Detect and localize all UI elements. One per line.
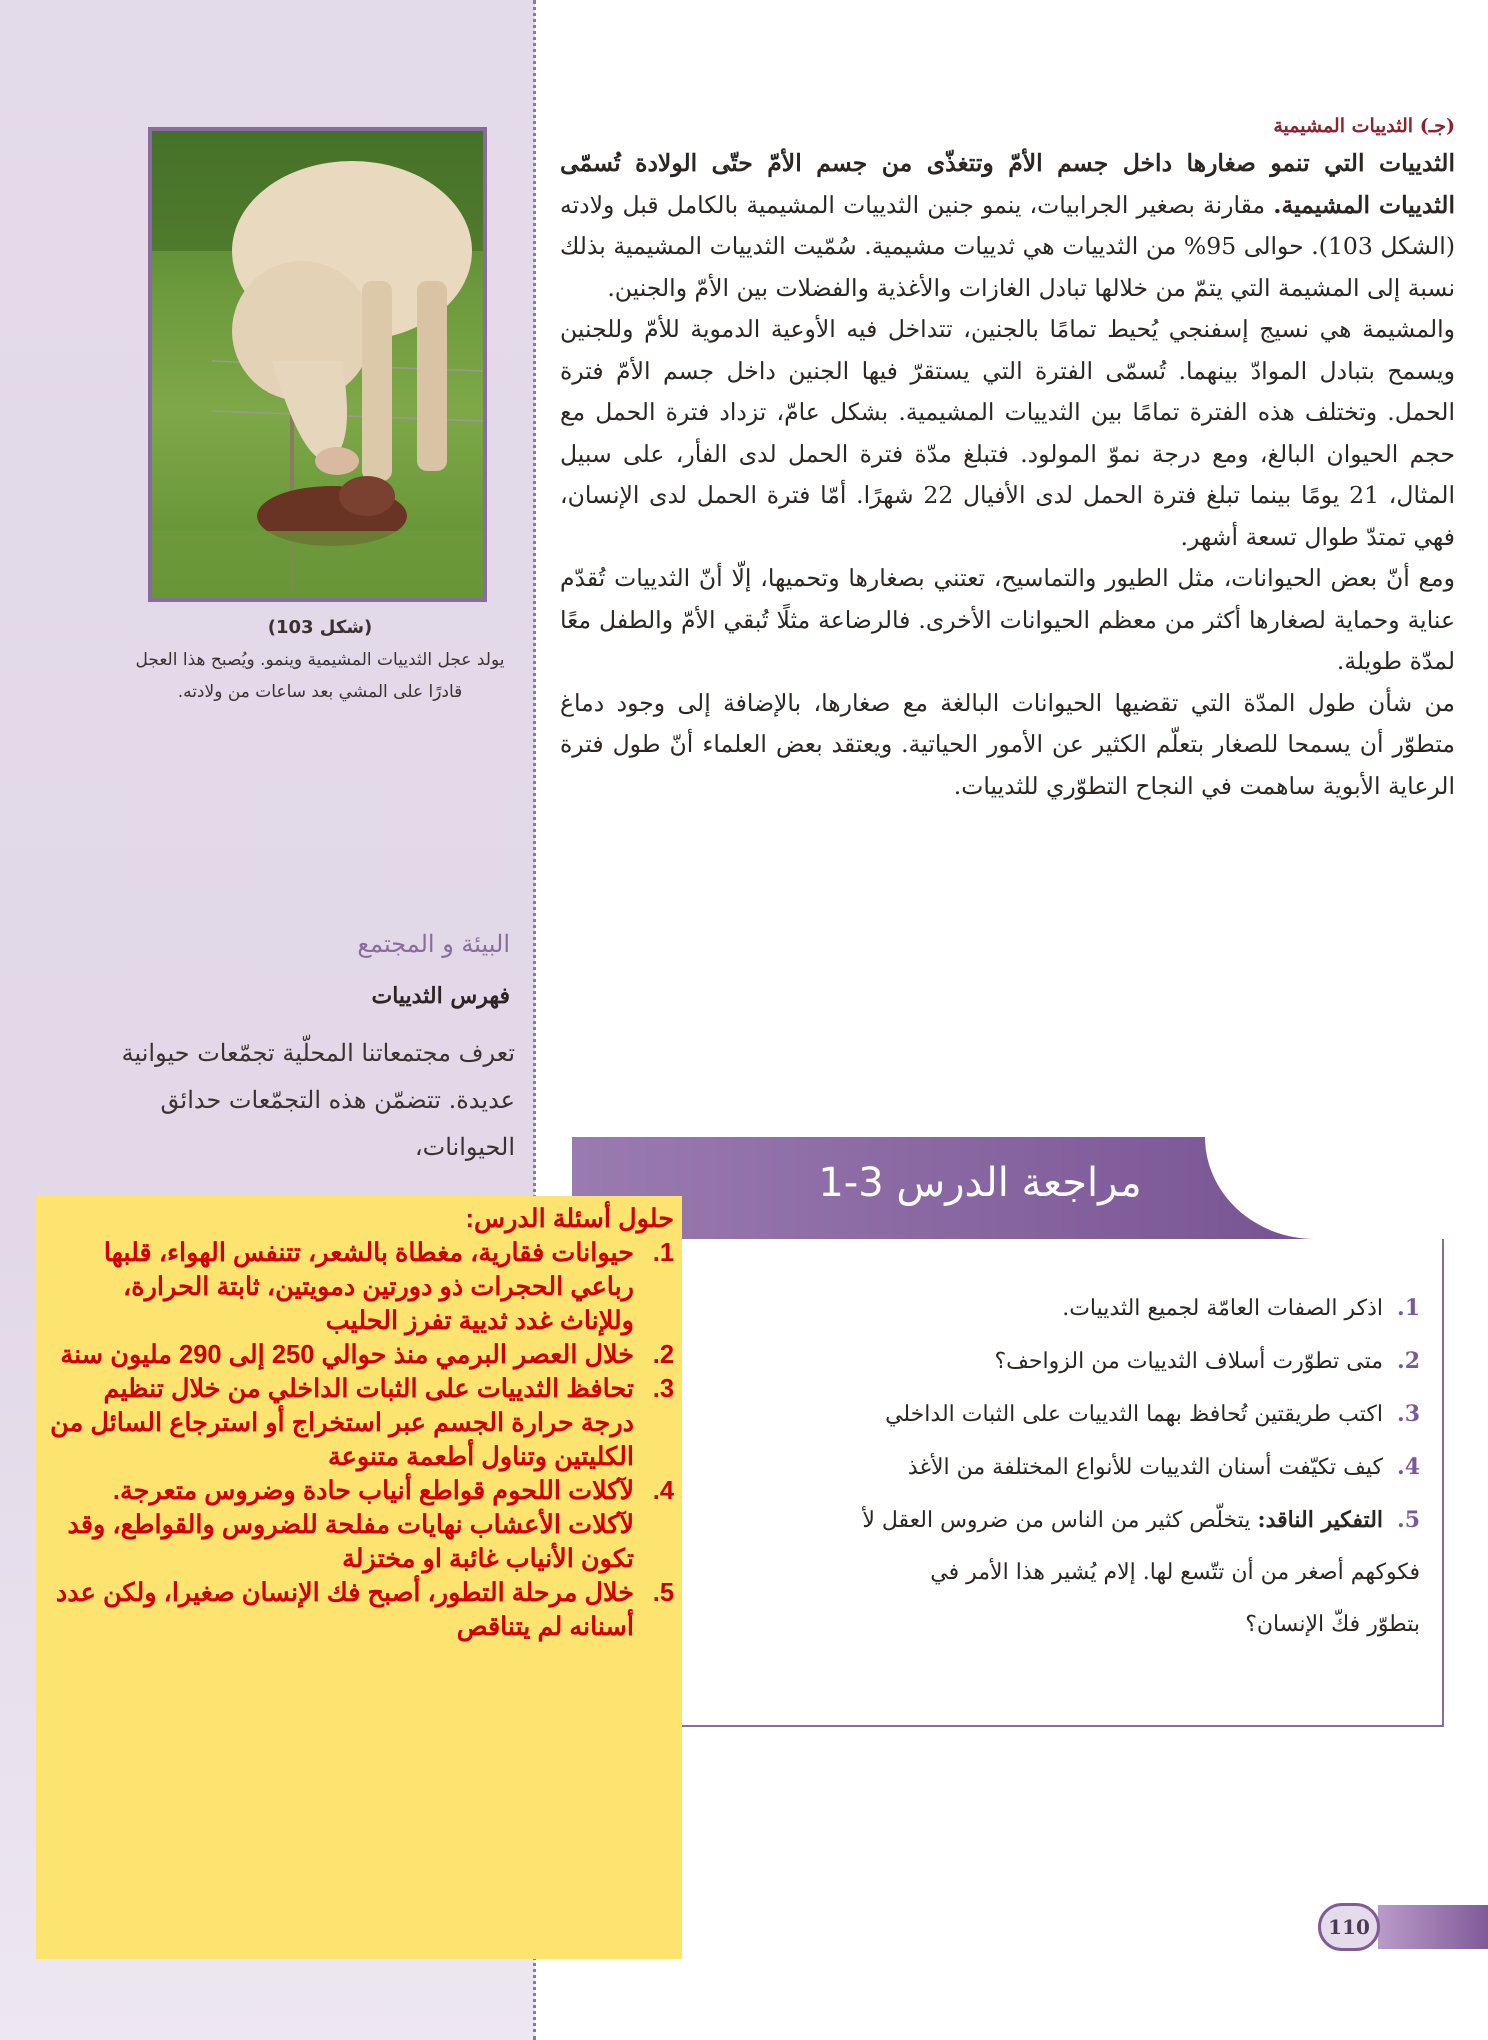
answer-number: 4. bbox=[652, 1477, 674, 1505]
question-text: متى تطوّرت أسلاف الثدييات من الزواحف؟ bbox=[994, 1349, 1384, 1374]
answer-number: 2. bbox=[652, 1341, 674, 1369]
answer-item bbox=[50, 1576, 674, 1644]
figure-caption-number: (شكل 103) bbox=[267, 617, 373, 638]
lesson-review-title: مراجعة الدرس 3-1 bbox=[818, 1160, 1142, 1206]
answer-text: خلال مرحلة التطور، أصبح فك الإنسان صغيرا، ولكن عدد أسنانه لم يتناقص bbox=[55, 1579, 634, 1641]
figure-caption bbox=[120, 612, 520, 708]
answer-text: لآكلات اللحوم قواطع أنياب حادة وضروس متعرجة. لآكلات الأعشاب نهايات مفلحة للضروس والقواطع، وقد تكون الأنياب غائبة او مختزلة bbox=[67, 1477, 634, 1573]
question-number: 3. bbox=[1397, 1401, 1420, 1427]
page-number: 110 bbox=[1318, 1903, 1380, 1951]
paragraph-4: من شأن طول المدّة التي تقضيها الحيوانات البالغة مع صغارها، بالإضافة إلى وجود دماغ متطوّر أن يسمحا للصغار بتعلّم الكثير عن الأمور الحياتية. ويعتقد بعض العلماء أنّ طول فترة الرعاية الأبوية ساهمت في النجاح التطوّري للثدييات. bbox=[560, 688, 1455, 800]
sidebar-section-heading: البيئة و المجتمع bbox=[357, 930, 510, 958]
answer-item bbox=[50, 1338, 674, 1372]
main-text-column bbox=[560, 115, 1455, 807]
question-text: كيف تكيّفت أسنان الثدييات للأنواع المختلفة من الأغذ bbox=[907, 1455, 1384, 1480]
answer-text: خلال العصر البرمي منذ حوالي 250 إلى 290 مليون سنة bbox=[60, 1341, 634, 1369]
review-questions bbox=[660, 1282, 1420, 1651]
question-text: اكتب طريقتين تُحافظ بهما الثدييات على الثبات الداخلي bbox=[885, 1402, 1384, 1427]
paragraph-1-text: مقارنة بصغير الجرابيات، ينمو جنين الثدييات المشيمية بالكامل قبل ولادته (الشكل 103). حوالى 95% من الثدييات هي ثدييات مشيمية. سُمّيت الثدييات المشيمية بذلك نسبة إلى المشيمة التي يتمّ من خلالها تبادل الغازات والأغذية والفضلات بين الأمّ والجنين. bbox=[560, 190, 1455, 302]
answer-item bbox=[50, 1372, 674, 1474]
page-tab-decoration bbox=[1378, 1905, 1488, 1949]
answer-number: 3. bbox=[652, 1375, 674, 1403]
answer-item bbox=[50, 1236, 674, 1338]
question-number: 4. bbox=[1397, 1454, 1420, 1480]
answer-text: حيوانات فقارية، مغطاة بالشعر، تتنفس الهواء، قلبها رباعي الحجرات ذو دورتين دمويتين، ثابتة الحرارة، وللإناث غدد ثديية تفرز الحليب bbox=[103, 1239, 634, 1335]
cow-calf-photo bbox=[148, 127, 487, 602]
figure-caption-text: يولد عجل الثدييات المشيمية وينمو. ويُصبح هذا العجل قادرًا على المشي بعد ساعات من ولادته. bbox=[135, 650, 505, 702]
definition-bold: الثدييات التي تنمو صغارها داخل جسم الأمّ وتتغذّى من جسم الأمّ حتّى الولادة تُسمّى الثدييات المشيمية. bbox=[560, 149, 1455, 219]
question-number: 2. bbox=[1397, 1348, 1420, 1374]
critical-thinking-label: التفكير الناقد: bbox=[1257, 1507, 1384, 1533]
review-question bbox=[660, 1441, 1420, 1494]
paragraph-2: والمشيمة هي نسيج إسفنجي يُحيط تمامًا بالجنين، تتداخل فيه الأوعية الدموية للأمّ وللجنين ويسمح بتبادل الموادّ بينهما. تُسمّى الفترة التي يستقرّ فيها الجنين داخل جسم الأمّ فترة الحمل. وتختلف هذه الفترة تمامًا بين الثدييات المشيمية. بشكل عامّ، تزداد فترة الحمل مع حجم الحيوان البالغ، ومع درجة نموّ المولود. فتبلغ مدّة فترة الحمل لدى الفأر، على سبيل المثال، 21 يومًا بينما تبلغ فترة الحمل لدى الأفيال 22 شهرًا. أمّا فترة الحمل لدى الإنسان، فهي تمتدّ طوال تسعة أشهر. bbox=[560, 315, 1455, 551]
answers-list bbox=[50, 1236, 674, 1644]
question-text: اذكر الصفات العامّة لجميع الثدييات. bbox=[1062, 1296, 1384, 1321]
sidebar-body-text: تعرف مجتمعاتنا المحلّية تجمّعات حيوانية عديدة. تتضمّن هذه التجمّعات حدائق الحيوانات، bbox=[121, 1039, 515, 1161]
answers-title: حلول أسئلة الدرس: bbox=[465, 1205, 674, 1233]
question-number: 5. bbox=[1397, 1507, 1420, 1533]
question-text: يتخلّص كثير من الناس من ضروس العقل لأ bbox=[862, 1508, 1258, 1533]
question-number: 1. bbox=[1397, 1295, 1420, 1321]
paragraph-3: ومع أنّ بعض الحيوانات، مثل الطيور والتماسيح، تعتني بصغارها وتحميها، إلّا أنّ الثدييات تُقدّم عناية وحماية لصغارها أكثر من معظم الحيوانات الأخرى. فالرضاعة مثلًا تُبقي الأمّ والطفل معًا لمدّة طويلة. bbox=[560, 564, 1455, 675]
review-question bbox=[660, 1282, 1420, 1335]
question-text-line-3: بتطوّر فكّ الإنسان؟ bbox=[1245, 1612, 1420, 1637]
answer-item bbox=[50, 1474, 674, 1576]
paragraph-1 bbox=[560, 143, 1455, 309]
answer-text: تحافظ الثدييات على الثبات الداخلي من خلال تنظيم درجة حرارة الجسم عبر استخراج أو استرجاع السائل من الكليتين وتناول أطعمة متنوعة bbox=[50, 1375, 634, 1471]
section-heading: (جـ) الثدييات المشيمية bbox=[1273, 115, 1455, 137]
sidebar-subheading: فهرس الثدييات bbox=[371, 983, 510, 1009]
review-question bbox=[660, 1494, 1420, 1547]
review-question bbox=[660, 1335, 1420, 1388]
review-question-continued bbox=[660, 1547, 1420, 1599]
question-text-line-2: فكوكهم أصغر من أن تتّسع لها. إلام يُشير هذا الأمر في bbox=[930, 1560, 1420, 1585]
answer-number: 1. bbox=[652, 1239, 674, 1267]
review-question bbox=[660, 1388, 1420, 1441]
review-question-continued bbox=[660, 1599, 1420, 1651]
answer-number: 5. bbox=[652, 1579, 674, 1607]
answers-overlay bbox=[36, 1196, 682, 1959]
